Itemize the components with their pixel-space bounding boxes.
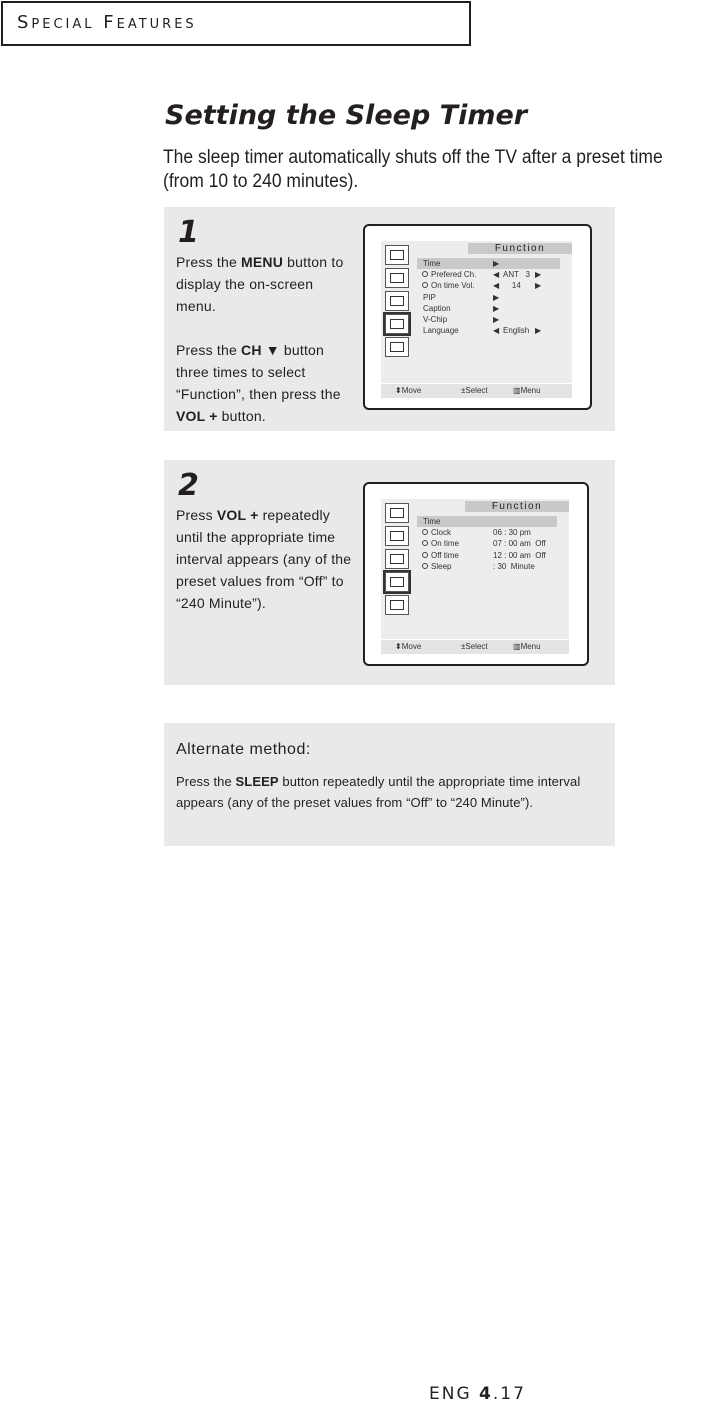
text: button to display the on-screen menu. xyxy=(176,254,344,314)
row-value: 06 : 30 pm xyxy=(493,528,531,538)
osd-icon-column xyxy=(385,503,413,618)
row-value: English xyxy=(503,326,530,336)
osd-row xyxy=(417,325,560,336)
row-arrow-right: ▶ xyxy=(535,281,542,291)
osd-menu-rows xyxy=(417,258,560,336)
osd-title: Function xyxy=(468,243,572,254)
osd-row xyxy=(417,303,560,314)
footer-chapter: 4 xyxy=(479,1384,493,1404)
osd-row xyxy=(417,527,557,538)
row-label: On time xyxy=(431,539,460,549)
ch-down-button-ref: CH ▼ xyxy=(241,342,280,358)
row-value: 14 xyxy=(503,281,521,291)
picture-icon xyxy=(385,245,409,265)
clock-icon xyxy=(422,563,428,569)
move-label: Move xyxy=(401,386,422,395)
row-label: Clock xyxy=(431,528,452,538)
text: Press the xyxy=(176,254,242,270)
row-arrow: ▶ xyxy=(493,259,500,268)
select-hint: ± Select xyxy=(461,384,465,398)
text: repeatedly until the appropriate time interval appears (any of the preset values from “Off” to “240 Minute”). xyxy=(176,507,352,611)
row-label: Language xyxy=(423,326,459,336)
vol-plus-button-ref: VOL + xyxy=(176,408,218,424)
step-1-instructions xyxy=(176,251,356,449)
osd-row xyxy=(417,550,557,561)
step-1-paragraph-1 xyxy=(176,251,356,317)
row-arrow: ▶ xyxy=(493,314,500,324)
osd-row xyxy=(417,314,560,325)
text: button three times to select “Function”, then press the xyxy=(176,342,341,402)
setup-icon xyxy=(385,337,409,357)
osd-menu-rows xyxy=(417,516,557,572)
function-icon xyxy=(385,572,409,592)
alternate-method-panel xyxy=(164,723,615,846)
row-arrow-right: ▶ xyxy=(535,270,542,280)
row-label: Prefered Ch. xyxy=(431,270,477,280)
row-label: Off time xyxy=(431,550,459,560)
step-number: 2 xyxy=(178,468,199,503)
step-2-paragraph-1 xyxy=(176,504,356,614)
osd-menu xyxy=(381,241,572,383)
section-header xyxy=(1,1,471,46)
menu-hint: ▥ Menu xyxy=(513,384,521,398)
step-1-panel xyxy=(164,207,615,431)
row-label: On time Vol. xyxy=(431,281,475,291)
menu-label: Menu xyxy=(520,386,541,395)
step-2-panel xyxy=(164,460,615,685)
osd-title: Function xyxy=(465,501,569,512)
osd-row xyxy=(417,538,557,549)
channel-icon xyxy=(385,291,409,311)
row-label: PIP xyxy=(423,292,436,302)
alternate-title: Alternate method: xyxy=(176,741,311,758)
row-arrow: ▶ xyxy=(493,303,500,313)
text: Press the xyxy=(176,774,236,789)
setup-icon xyxy=(385,595,409,615)
osd-menu xyxy=(381,499,569,639)
osd-status-bar xyxy=(381,640,569,654)
row-value: 07 : 00 am Off xyxy=(493,539,546,549)
step-2-instructions xyxy=(176,504,356,636)
picture-icon xyxy=(385,503,409,523)
text: Press the xyxy=(176,342,242,358)
select-label: Select xyxy=(465,386,488,395)
alternate-text xyxy=(176,771,596,813)
footer-page: .17 xyxy=(492,1384,526,1404)
menu-button-ref: MENU xyxy=(241,254,284,270)
osd-row xyxy=(417,292,560,303)
osd-row xyxy=(417,561,557,572)
clock-icon xyxy=(422,552,428,558)
osd-row xyxy=(417,280,560,291)
tv-screen xyxy=(363,224,592,410)
row-label: Caption xyxy=(423,303,451,313)
channel-icon xyxy=(385,549,409,569)
page-title: Setting the Sleep Timer xyxy=(165,100,528,131)
sound-icon xyxy=(385,526,409,546)
row-label: Time xyxy=(423,517,441,526)
row-arrow: ◀ xyxy=(493,270,500,280)
footer-lang: ENG xyxy=(429,1384,480,1404)
text: button repeatedly until the appropriate time interval appears (any of the preset values from “Off” to “240 Minute”). xyxy=(176,774,581,810)
move-hint: ⬍ Move xyxy=(395,384,402,398)
menu-hint: ▥ Menu xyxy=(513,640,521,654)
text: button. xyxy=(217,408,266,424)
select-label: Select xyxy=(465,642,488,651)
select-hint: ± Select xyxy=(461,640,465,654)
tv-screen xyxy=(363,482,589,666)
section-header-text: Special Features xyxy=(17,12,197,33)
intro-text: The sleep timer automatically shuts off the TV after a preset time (from 10 to 240 minutes). xyxy=(163,147,663,192)
row-arrow: ◀ xyxy=(493,281,500,291)
page-number xyxy=(429,1384,526,1404)
osd-row xyxy=(417,269,560,280)
text: Press xyxy=(176,507,217,523)
osd-icon-column xyxy=(385,245,413,360)
row-arrow: ▶ xyxy=(493,292,500,302)
osd-row xyxy=(417,258,560,269)
sleep-button-ref: SLEEP xyxy=(235,774,279,789)
vol-plus-button-ref: VOL + xyxy=(216,507,259,523)
sound-icon xyxy=(385,268,409,288)
row-arrow-right: ▶ xyxy=(535,326,542,336)
clock-icon xyxy=(422,529,428,535)
move-hint: ⬍ Move xyxy=(395,640,402,654)
osd-time-subrows xyxy=(417,527,557,572)
menu-label: Menu xyxy=(520,642,541,651)
row-label: V-Chip xyxy=(423,314,448,324)
osd-row-time xyxy=(417,516,557,527)
function-icon xyxy=(385,314,409,334)
row-arrow: ◀ xyxy=(493,326,500,336)
row-value: : 30 Minute xyxy=(493,561,535,571)
osd-status-bar xyxy=(381,384,572,398)
move-label: Move xyxy=(401,642,422,651)
clock-icon xyxy=(422,540,428,546)
row-label: Sleep xyxy=(431,561,452,571)
clock-icon xyxy=(422,271,428,277)
clock-icon xyxy=(422,282,428,288)
row-label: Time xyxy=(423,259,441,268)
step-1-paragraph-2 xyxy=(176,339,356,427)
row-value: ANT 3 xyxy=(503,270,530,280)
row-value: 12 : 00 am Off xyxy=(493,550,546,560)
step-number: 1 xyxy=(178,215,199,250)
